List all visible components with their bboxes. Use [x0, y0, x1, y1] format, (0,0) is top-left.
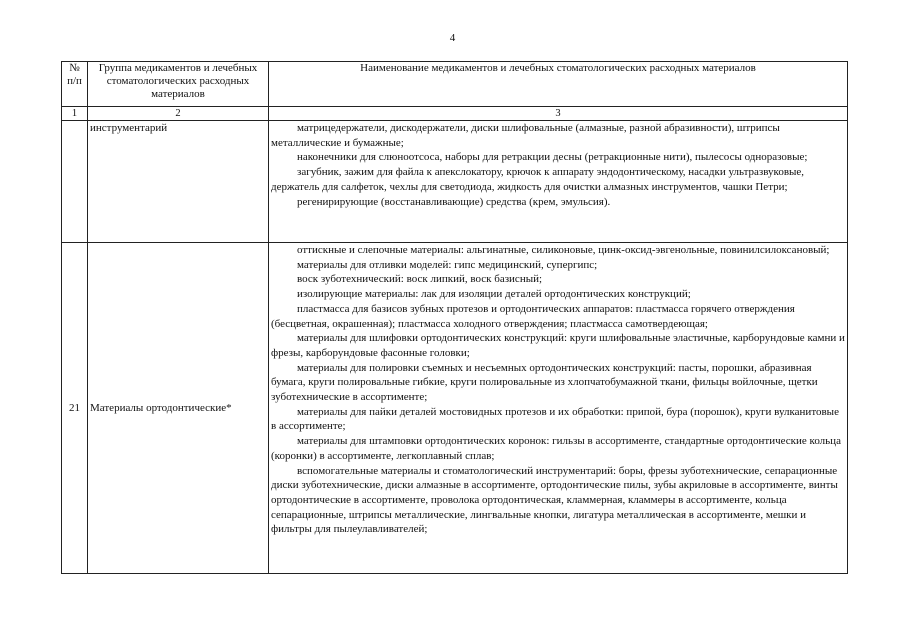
- item-text: пластмасса для базисов зубных протезов и ортодонтических аппаратов: пластмасса горячего отверждения (бесцветная, окрашенная); пластмасса холодного отверждения; пластмасса самотвердеющая;: [271, 302, 795, 330]
- row-group: инструментарий: [88, 121, 269, 243]
- item-text: оттискные и слепочные материалы: альгинатные, силиконовые, цинк-оксид-эвгенольные, повинилсилоксановый;: [297, 244, 830, 256]
- row-items: [269, 243, 848, 574]
- table-header-row: [62, 62, 848, 107]
- item-text: регенирирующие (восстанавливающие) средства (крем, эмульсия).: [297, 195, 611, 208]
- medications-table: [61, 61, 848, 574]
- table-row: [62, 243, 848, 574]
- page-number: 4: [449, 32, 456, 44]
- item-text: наконечники для слюноотсоса, наборы для ретракции десны (ретракционные нити), пылесосы одноразовые;: [297, 151, 808, 164]
- item-text: вспомогательные материалы и стоматологический инструментарий: боры, фрезы зуботехнические, сепарационные диски зуботехнические, диски алмазные в ассортименте, ортодонтические пилы, зубы акриловые в ассортименте, винты ортодонтические в ассортименте, проволока ортодонтическая, кламмерная, кламмеры в ассортименте, кольца сепарационные, штрипсы металлические, лингвальные кнопки, лигатура металлическая в ассортименте, мешки и фильтры для пылеулавливателей;: [271, 464, 838, 536]
- item-text: материалы для штамповки ортодонтических коронок: гильзы в ассортименте, стандартные ортодонтические кольца (коронки) в ассортименте, легкоплавный сплав;: [271, 435, 841, 462]
- item-text: материалы для шлифовки ортодонтических конструкций: круги шлифовальные эластичные, карборундовые камни и фрезы, карборундовые фасонные головки;: [271, 332, 845, 359]
- item-text: матрицедержатели, дискодержатели, диски шлифовальные (алмазные, разной абразивности), штрипсы металлические и бумажные;: [271, 122, 780, 149]
- header-group: Группа медикаментов и лечебных стоматологических расходных материалов: [88, 62, 269, 107]
- item-text: загубник, зажим для файла к апекслокатору, крючок к аппарату эндодонтическому, насадки ультразвуковые, держатель для салфеток, чехлы для светодиода, жидкость для очистки алмазных инструментов, чашки Петри;: [271, 166, 805, 193]
- table-row: [62, 121, 848, 243]
- row-items: [269, 121, 848, 243]
- row-number: 21: [62, 243, 88, 574]
- column-number-row: [62, 107, 848, 121]
- item-text: изолирующие материалы: лак для изоляции деталей ортодонтических конструкций;: [297, 288, 691, 301]
- row-group: Материалы ортодонтические*: [88, 243, 269, 574]
- row-number: [62, 121, 88, 243]
- column-number: 2: [88, 107, 269, 121]
- column-number: 1: [62, 107, 88, 121]
- header-name: Наименование медикаментов и лечебных стоматологических расходных материалов: [269, 62, 848, 107]
- item-text: материалы для полировки съемных и несъемных ортодонтических конструкций: пасты, порошки, абразивная бумага, круги полировальные гибкие, круги полировальные из хлопчатобумажной ткани, фильцы войлочные, щетки зуботехнические в ассортименте;: [271, 361, 818, 404]
- item-text: воск зуботехнический: воск липкий, воск базисный;: [297, 273, 543, 286]
- item-text: материалы для отливки моделей: гипс медицинский, супергипс;: [297, 258, 598, 271]
- header-number: № п/п: [62, 62, 88, 107]
- item-text: материалы для пайки деталей мостовидных протезов и их обработки: припой, бура (порошок), круги вулканитовые в ассортименте;: [271, 405, 839, 433]
- column-number: 3: [269, 107, 848, 121]
